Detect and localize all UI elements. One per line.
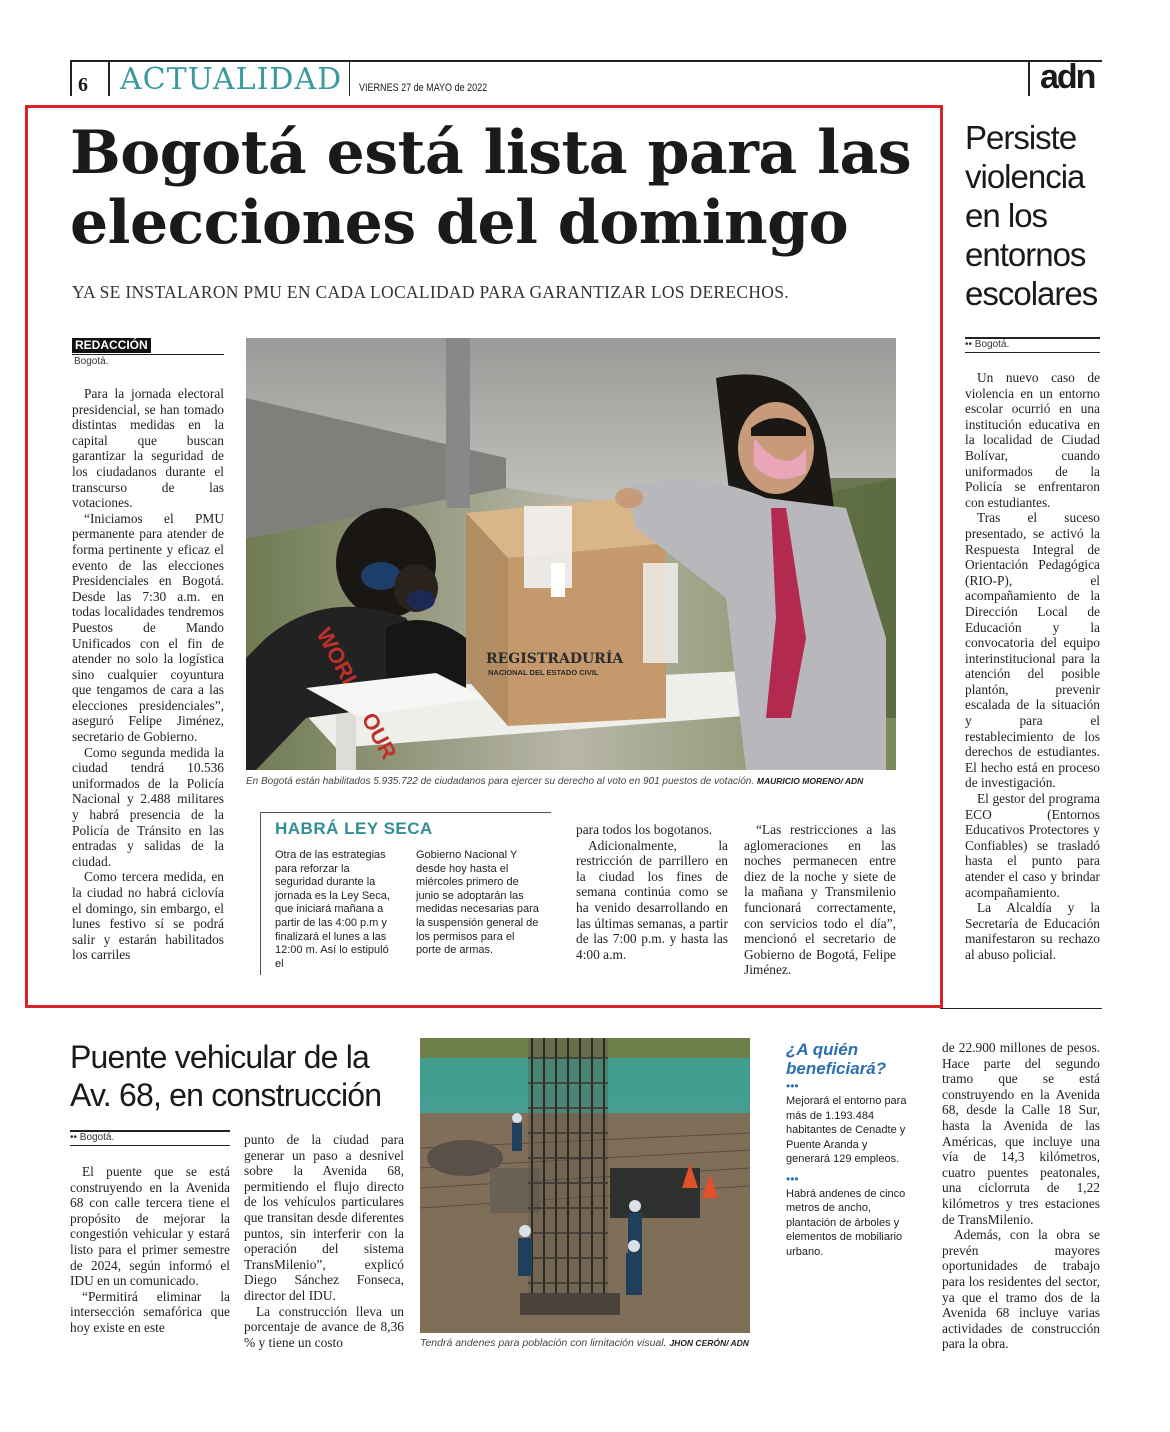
- bottom-dateline: •• Bogotá.: [70, 1132, 115, 1143]
- issue-date: VIERNES 27 de MAYO de 2022: [359, 82, 488, 94]
- box-dots: •••: [786, 1171, 799, 1186]
- paragraph: Adicionalmente, la restricción de parrillero en la ciudad los fines de semana continúa como se ha venido desarrollando en las últimas semanas, a partir de las 7:00 p.m. y hasta las 4:00 a.m.: [576, 837, 728, 962]
- paragraph: “Las restricciones a las aglomeraciones en las noches permanecen entre diez de la noche y siete de la mañana y Transmilenio funcionará correctamente, con servicios todo el día”, mencionó el secretario de Gobierno de Bogotá, Felipe Jiménez.: [744, 822, 896, 978]
- paragraph: Como segunda medida la ciudad tendrá 10.536 uniformados de la Policía Nacional y 2.488 militares y habrá presencia de la Policía de Tránsito en las entradas y salidas de la ciudad.: [72, 744, 224, 869]
- beneficiaries-box: [786, 1040, 911, 1259]
- bottom-column-1: [70, 1164, 230, 1336]
- paragraph: Para la jornada electoral presidencial, se han tomado distintas medidas en la capital que buscan garantizar la seguridad de los ciudadanos durante el transcurso de las votaciones.: [72, 386, 224, 511]
- box-item-1: Mejorará el entorno para más de 1.193.484 habitantes de Cenadte y Puente Aranda y generará 129 empleos.: [786, 1095, 907, 1165]
- ballot-box-label: REGISTRADURÍA: [486, 651, 624, 667]
- paragraph: “Iniciamos el PMU permanente para atender de forma pertinente y eficaz el evento de las elecciones Presidenciales en Bogotá. Desde las 7:30 a.m. en todas localidades tendremos Puestos de Mando Unificados con el fin de atender no solo la logística sino cualquier coyuntura que tengamos de cara a las elecciones presidenciales”, aseguró Felipe Jiménez, secretario de Gobierno.: [72, 510, 224, 745]
- construction-photo: [420, 1038, 750, 1333]
- paragraph: La construcción lleva un porcentaje de avance de 8,36 % y tiene un costo: [244, 1303, 404, 1350]
- side-headline: Persiste violencia en los entornos escolares: [965, 119, 1098, 312]
- paragraph: El gestor del programa ECO (Entornos Educativos Protectores y Confiables) se trasladó hasta el punto para atender el caso y brindar acompañamiento.: [965, 791, 1100, 900]
- sidebar-col-2: Gobierno Nacional Y desde hoy hasta el miércoles primero de junio se adoptarán las medidas necesarias para la suspensión general de los permisos para el porte de armas.: [416, 849, 539, 957]
- paragraph: Como tercera medida, en la ciudad no habrá ciclovía el domingo, sin embargo, el lunes festivo sí se podrá salir y estarán habilitados los carriles: [72, 869, 224, 963]
- sidebar-col-1: Otra de las estrategias para reforzar la seguridad durante la jornada es la Ley Seca, que iniciará mañana a partir de las 4:00 p.m y finalizará el lunes a las 12:00 m. Así lo estipuló el: [275, 849, 390, 970]
- ballot-box-sublabel: NACIONAL DEL ESTADO CIVIL: [488, 668, 599, 677]
- side-dateline: •• Bogotá.: [965, 339, 1010, 350]
- caption-text: Tendrá andenes para población con limitación visual.: [420, 1337, 667, 1349]
- byline: REDACCIÓN: [72, 338, 151, 353]
- paragraph: Además, con la obra se prevén mayores oportunidades de trabajo para los residentes del sector, ya que el tramo dos de la Avenida 68 incluye varias actividades de construcción para la obra.: [942, 1227, 1100, 1352]
- ley-seca-sidebar: [260, 812, 551, 975]
- box-title: ¿A quién beneficiará?: [786, 1040, 887, 1078]
- page-header: [70, 58, 1102, 98]
- paragraph: para todos los bogotanos.: [576, 822, 713, 837]
- bottom-column-2: [244, 1132, 404, 1350]
- photo-credit: JHON CERÓN/ ADN: [669, 1338, 749, 1348]
- paragraph: Tras el suceso presentado, se activó la Respuesta Integral de Orientación Pedagógica (RIO-P), el acompañamiento de la Dirección Local de Educación y la convocatoria del equipo interinstitucional para la atención del posible plantón, prevenir escalada de la situación y para el restablecimiento de los derechos de estudiantes. El hecho está en proceso de investigación.: [965, 510, 1100, 791]
- page-number: 6: [78, 74, 88, 96]
- adn-logo: adn: [1040, 58, 1095, 96]
- main-column-1: [72, 386, 224, 963]
- section-label: ACTUALIDAD: [120, 62, 343, 97]
- sidebar-title: HABRÁ LEY SECA: [275, 819, 433, 838]
- paragraph: punto de la ciudad para generar un paso a desnivel sobre la Avenida 68, permitiendo el flujo directo de los vehículos particulares que transitan desde diferentes puntos, sin interferir con la operación del sistema TransMilenio”, explicó Diego Sánchez Fonseca, director del IDU.: [244, 1132, 404, 1303]
- paragraph: de 22.900 millones de pesos. Hace parte del segundo tramo que se está construyendo en la Avenida 68, desde la Calle 18 Sur, hasta la Avenida de las Américas, que incluye una vía de 14,3 kilómetros, cuatro puentes peatonales, una ciclorruta de 1,22 kilómetros y tres estaciones de TransMilenio.: [942, 1040, 1100, 1227]
- caption-text: En Bogotá están habilitados 5.935.722 de ciudadanos para ejercer su derecho al voto en 901 puestos de votación.: [246, 776, 755, 787]
- main-column-4: [744, 822, 896, 978]
- side-column: [965, 370, 1100, 963]
- main-subheadline: YA SE INSTALARON PMU EN CADA LOCALIDAD PARA GARANTIZAR LOS DERECHOS.: [72, 282, 789, 302]
- paragraph: Un nuevo caso de violencia en un entorno escolar ocurrió en una institución educativa en la localidad de Ciudad Bolívar, cuando uniformados de la Policía se enfrentaron con estudiantes.: [965, 370, 1100, 510]
- election-photo: [246, 338, 896, 770]
- box-item-2: Habrá andenes de cinco metros de ancho, plantación de árboles y elementos de mobiliario urbano.: [786, 1187, 906, 1258]
- main-headline: Bogotá está lista para las elecciones del domingo: [70, 118, 912, 258]
- photo-caption: [246, 776, 906, 787]
- election-photo-illustration: [246, 338, 896, 770]
- box-dots: •••: [786, 1079, 799, 1093]
- photo-credit: MAURICIO MORENO/ ADN: [756, 776, 864, 786]
- bottom-headline: Puente vehicular de la Av. 68, en construcción: [70, 1039, 382, 1113]
- paragraph: La Alcaldía y la Secretaría de Educación manifestaron su rechazo al abuso policial.: [965, 900, 1100, 962]
- bottom-photo-caption: [420, 1337, 760, 1349]
- bottom-column-4: [942, 1040, 1100, 1352]
- paragraph: “Permitirá eliminar la intersección semafórica que hoy existe en este: [70, 1288, 230, 1335]
- main-column-3: [576, 822, 728, 962]
- construction-photo-illustration: [420, 1038, 750, 1333]
- paragraph: El puente que se está construyendo en la Avenida 68 con calle tercera tiene el propósito de mejorar la congestión vehicular y estará listo para el primer semestre de 2024, según informó el IDU en un comunicado.: [70, 1164, 230, 1289]
- dateline: Bogotá.: [74, 356, 109, 367]
